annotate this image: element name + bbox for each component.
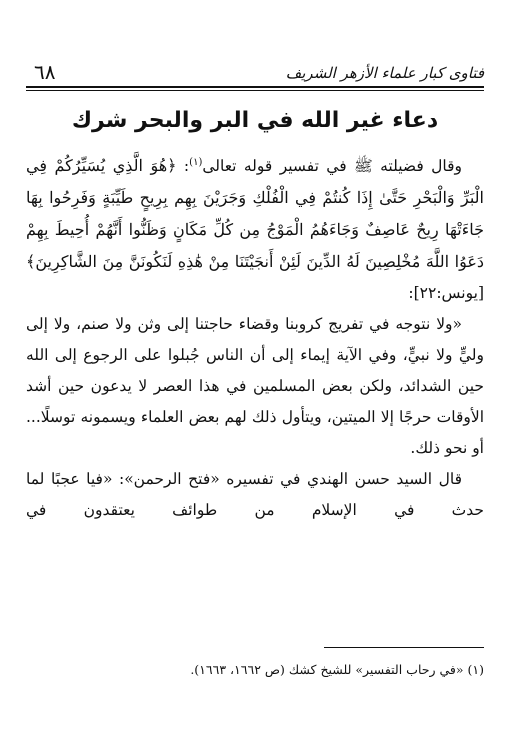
paragraph-1: «ولا نتوجه في تفريج كروبنا وقضاء حاجتنا إلى وثن ولا صنم، ولا إلى وليٍّ ولا نبيٍّ، وفي الآية إيماء إلى أن الناس جُبلوا على الرجوع إلى الله حين الشدائد، ولكن بعض المسلمين في هذا العصر لا يدعون حين أشد الأوقات حرجًا إلا الميتين، ويتأول ذلك لهم بعض العلماء ويسمونه توسلًا... أو نحو ذلك. [26,315,484,457]
footnote-marker: (١) [189,156,203,168]
verse-paragraph [26,150,484,309]
intro-colon: : [183,157,190,175]
running-header [26,62,484,88]
section-title: دعاء غير الله في البر والبحر شرك [71,108,439,133]
main-text [26,150,484,526]
verse-reference: [يونس:٢٢]: [408,284,484,302]
intro-lead: وقال فضيلته ﷺ في تفسير قوله تعالى [202,157,462,175]
paragraph-2: قال السيد حسن الهندي في تفسيره «فتح الرحمن»: «فيا عجبًا لما حدث في الإسلام من طوائف يعتقدون في [26,470,484,519]
header-rule-thin [26,90,484,91]
header-rule-thick [26,86,484,88]
quran-verse: ﴿هُوَ الَّذِي يُسَيِّرُكُمْ فِي الْبَرِّ وَالْبَحْرِ حَتَّىٰ إِذَا كُنتُمْ فِي الْفُلْكِ وَجَرَيْنَ بِهِم بِرِيحٍ طَيِّبَةٍ وَفَرِحُوا بِهَا جَاءَتْهَا رِيحٌ عَاصِفٌ وَجَاءَهُمُ الْمَوْجُ مِن كُلِّ مَكَانٍ وَظَنُّوا أَنَّهُمْ أُحِيطَ بِهِمْ دَعَوُا اللَّهَ مُخْلِصِينَ لَهُ الدِّينَ لَئِنْ أَنجَيْتَنَا مِنْ هَٰذِهِ لَنَكُونَنَّ مِنَ الشَّاكِرِينَ﴾ [26,156,485,271]
running-title: فتاوى كبار علماء الأزهر الشريف [285,64,484,82]
page-number: ٦٨ [34,60,56,84]
footnote-rule [324,647,484,648]
footnote: (١) «في رحاب التفسير» للشيخ كشك (ص ١٦٦٢، ١٦٦٣). [190,662,484,677]
